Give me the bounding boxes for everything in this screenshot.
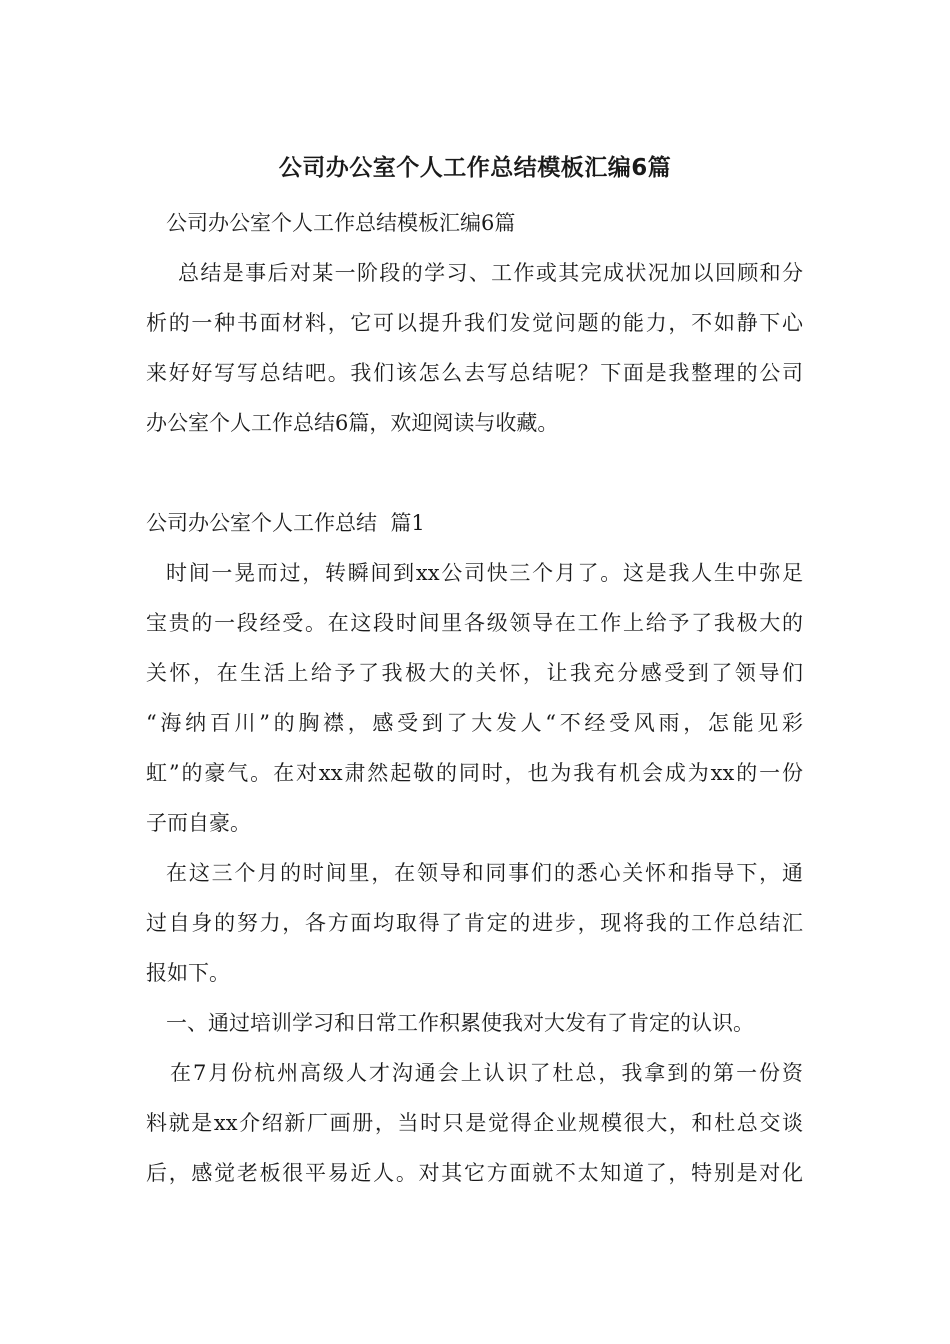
para3-line-1: 在7月份杭州高级人才沟通会上认识了杜总，我拿到的第一份资 <box>170 1061 803 1085</box>
para1-line-4: “海纳百川”的胸襟，感受到了大发人“不经受风雨，怎能见彩 <box>146 711 803 735</box>
para3-line-3: 后，感觉老板很平易近人。对其它方面就不太知道了，特别是对化 <box>146 1161 803 1185</box>
section-heading: 公司办公室个人工作总结 篇1 <box>146 511 425 535</box>
para1-line-6: 子而自豪。 <box>146 811 251 835</box>
para3-line-2: 料就是xx介绍新厂画册，当时只是觉得企业规模很大，和杜总交谈 <box>146 1111 803 1135</box>
para2-line-2: 过自身的努力，各方面均取得了肯定的进步，现将我的工作总结汇 <box>146 911 803 935</box>
point-one: 一、通过培训学习和日常工作积累使我对大发有了肯定的认识。 <box>166 1011 754 1035</box>
para2-line-1: 在这三个月的时间里，在领导和同事们的悉心关怀和指导下，通 <box>166 861 803 885</box>
para1-line-2: 宝贵的一段经受。在这段时间里各级领导在工作上给予了我极大的 <box>146 611 803 635</box>
intro-line-4: 办公室个人工作总结6篇，欢迎阅读与收藏。 <box>146 411 559 435</box>
document-subtitle: 公司办公室个人工作总结模板汇编6篇 <box>166 211 516 235</box>
para2-line-3: 报如下。 <box>146 961 230 985</box>
para1-line-3: 关怀，在生活上给予了我极大的关怀，让我充分感受到了领导们 <box>146 661 803 685</box>
intro-line-2: 析的一种书面材料，它可以提升我们发觉问题的能力，不如静下心 <box>146 311 803 335</box>
para1-line-1: 时间一晃而过，转瞬间到xx公司快三个月了。这是我人生中弥足 <box>166 561 803 585</box>
para1-line-5: 虹”的豪气。在对xx肃然起敬的同时，也为我有机会成为xx的一份 <box>146 761 803 785</box>
intro-line-1: 总结是事后对某一阶段的学习、工作或其完成状况加以回顾和分 <box>178 261 803 285</box>
intro-line-3: 来好好写写总结吧。我们该怎么去写总结呢？下面是我整理的公司 <box>146 361 803 385</box>
document-title: 公司办公室个人工作总结模板汇编6篇 <box>278 155 672 181</box>
